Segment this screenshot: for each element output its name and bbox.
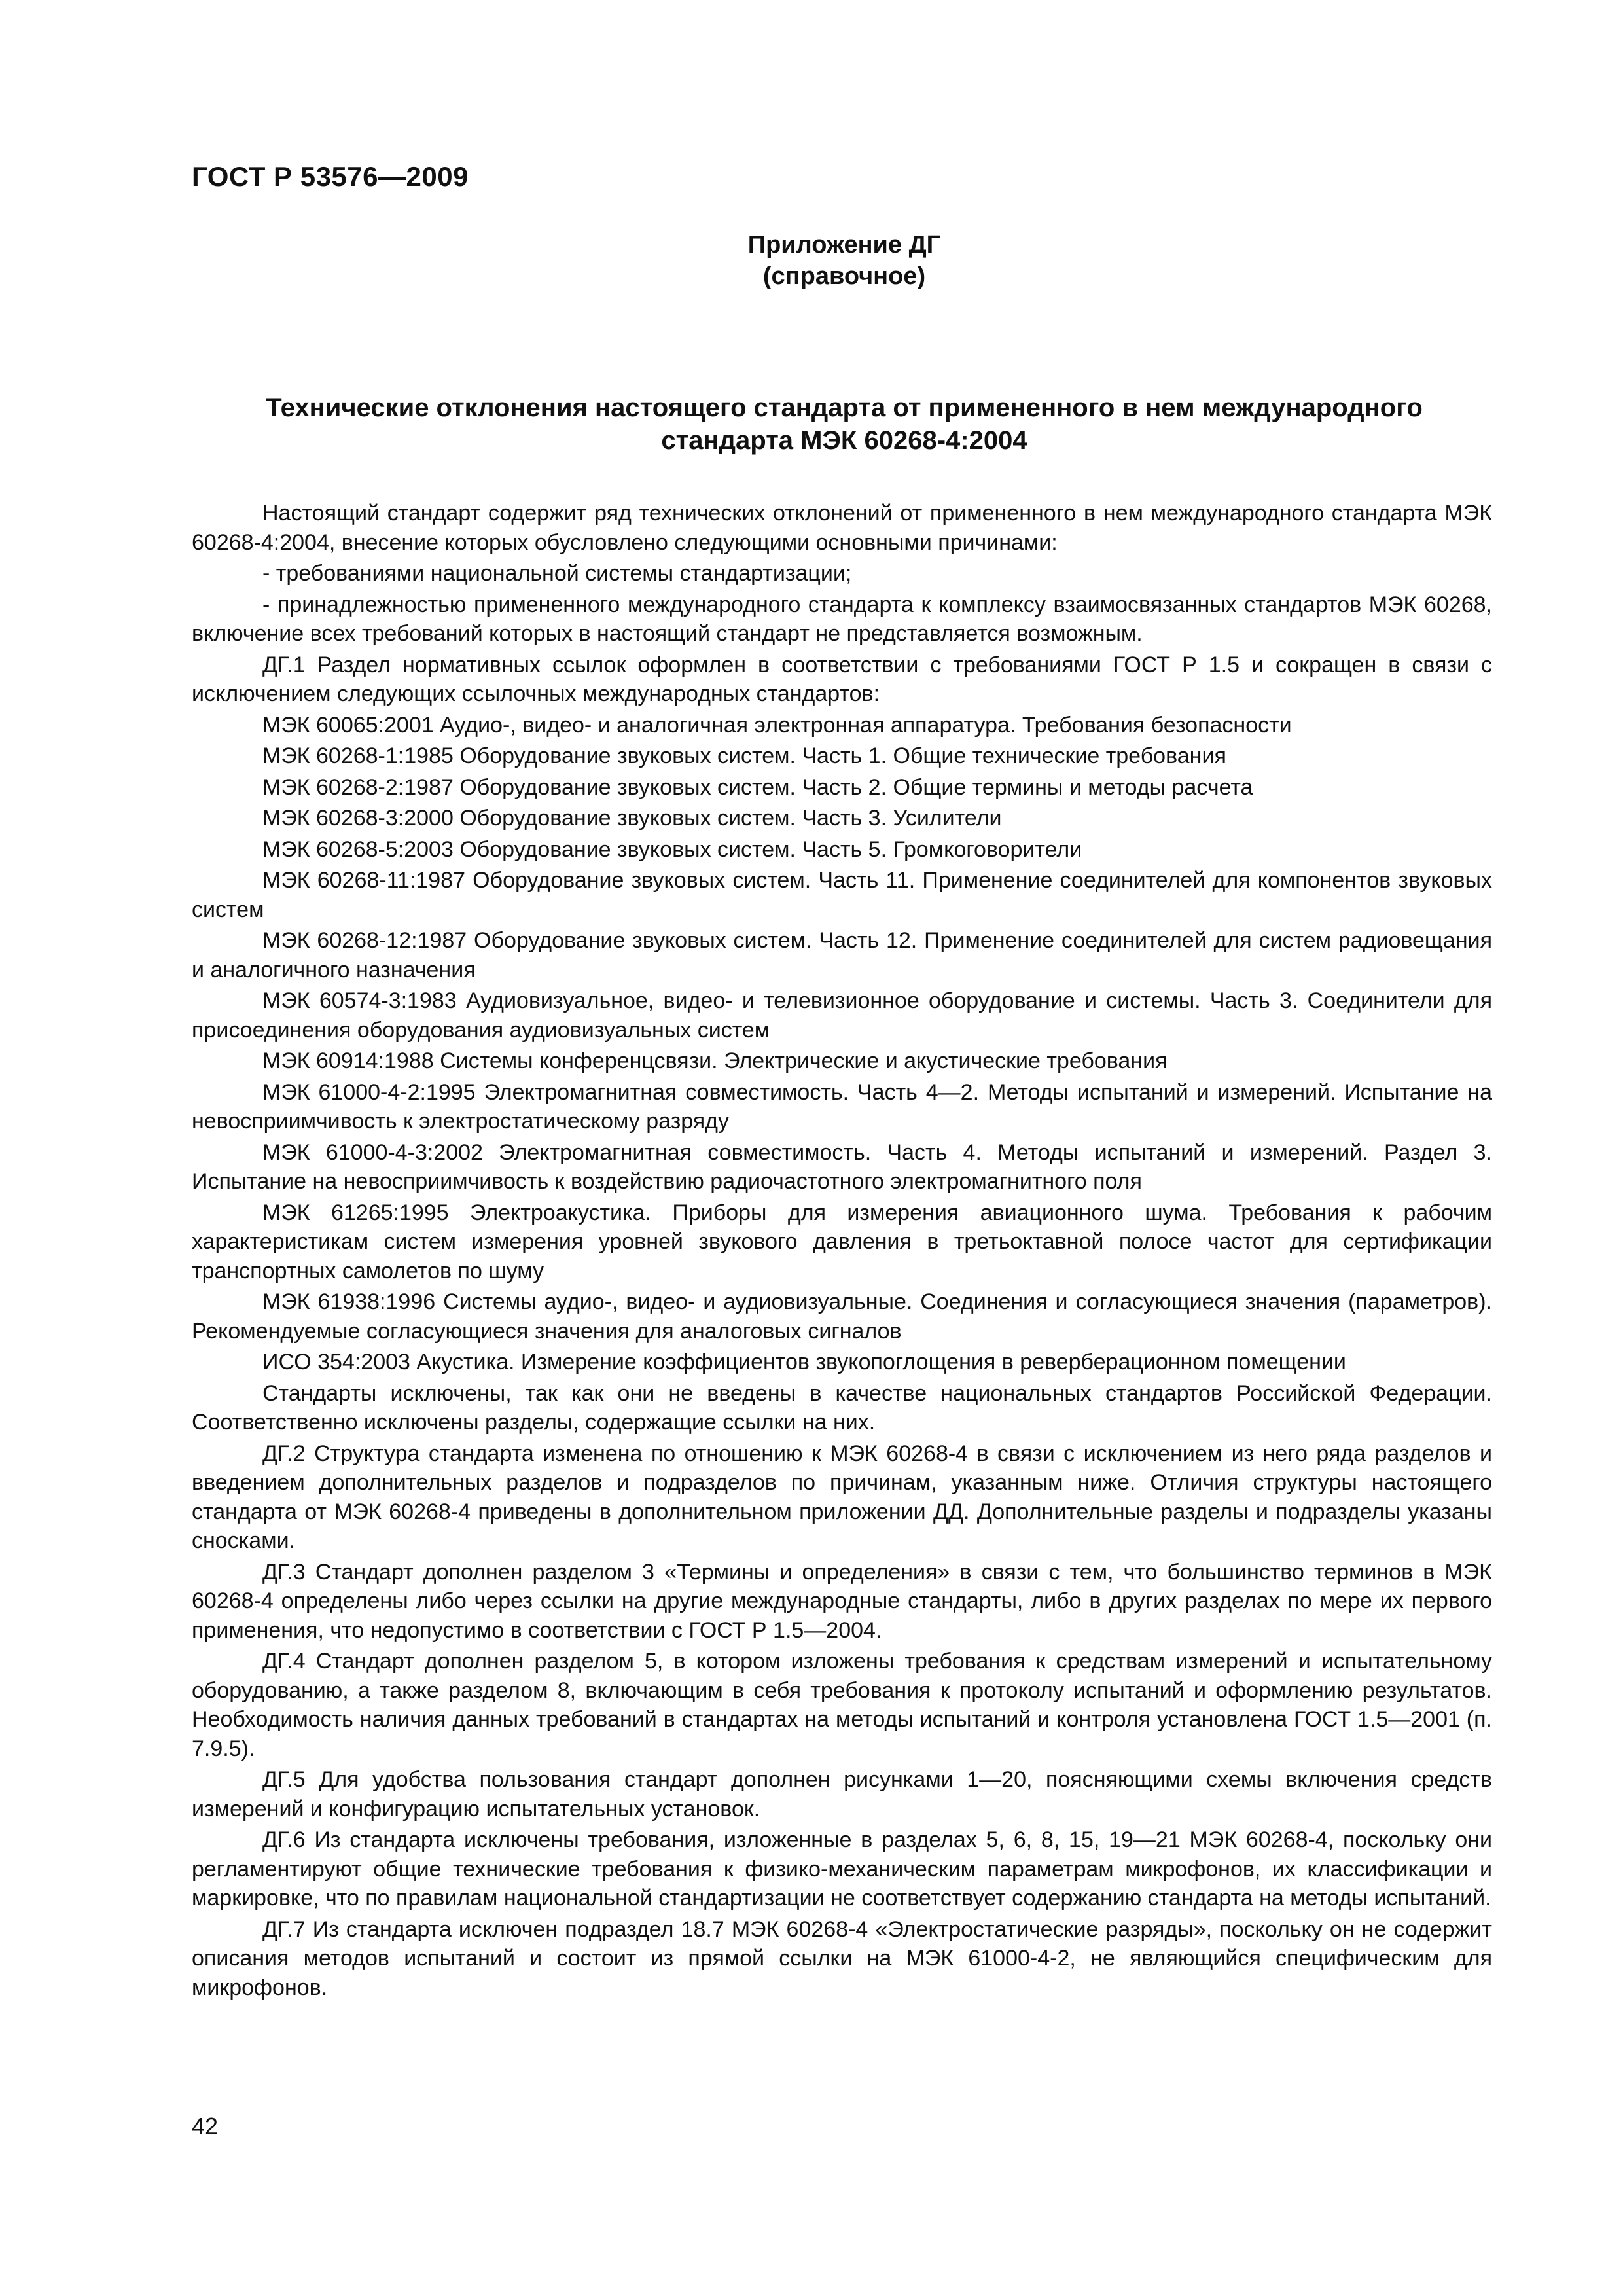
page-number: 42 [192,2113,219,2140]
paragraph: МЭК 61000-4-3:2002 Электромагнитная совместимость. Часть 4. Методы испытаний и измерений. Раздел 3. Испытание на невосприимчивость к воздействию радиочастотного электромагнитного поля [192,1139,1492,1194]
paragraph: ДГ.1 Раздел нормативных ссылок оформлен в соответствии с требованиями ГОСТ Р 1.5 и сокращен в связи с исключением следующих ссылочных международных стандартов: [192,652,1492,706]
paragraph: МЭК 60268-2:1987 Оборудование звуковых систем. Часть 2. Общие термины и методы расчета [262,774,1253,800]
paragraph: - требованиями национальной системы стандартизации; [262,561,852,586]
paragraph: ДГ.7 Из стандарта исключен подраздел 18.7 МЭК 60268-4 «Электростатические разряды», поскольку он не содержит описания методов испытаний и состоит из прямой ссылки на МЭК 61000-4-2, не являющийся специфическим для микрофонов. [192,1916,1492,2000]
paragraph: МЭК 61265:1995 Электроакустика. Приборы для измерения авиационного шума. Требования к рабочим характеристикам систем измерения уровней звукового давления в третьоктавной полосе частот для сертификации транспортных самолетов по шуму [192,1200,1492,1283]
paragraph: ДГ.4 Стандарт дополнен разделом 5, в котором изложены требования к средствам измерений и испытательному оборудованию, а также разделом 8, включающим в себя требования к протоколу испытаний и оформлению результатов. Необходимость наличия данных требований в стандартах на методы испытаний и контроля установлена ГОСТ 1.5—2001 (п. 7.9.5). [192,1649,1492,1761]
paragraph: МЭК 60268-3:2000 Оборудование звуковых систем. Часть 3. Усилители [262,806,1002,831]
body-text [192,499,1492,2004]
paragraph: ДГ.6 Из стандарта исключены требования, изложенные в разделах 5, 6, 8, 15, 19—21 МЭК 60268-4, поскольку они регламентируют общие технические требования к физико-механическим параметрам микрофонов, их классификации и маркировке, что по правилам национальной стандартизации не соответствует содержанию стандарта на методы испытаний. [192,1827,1492,1910]
paragraph: МЭК 60268-1:1985 Оборудование звуковых систем. Часть 1. Общие технические требования [262,744,1226,768]
paragraph: - принадлежностью примененного международного стандарта к комплексу взаимосвязанных стандартов МЭК 60268, включение всех требований которых в настоящий стандарт не представляется возможным. [192,592,1492,646]
appendix-kind: (справочное) [762,262,926,290]
paragraph: МЭК 61938:1996 Системы аудио-, видео- и аудиовизуальные. Соединения и согласующиеся значения (параметров). Рекомендуемые согласующиеся значения для аналоговых сигналов [192,1289,1492,1344]
paragraph: МЭК 60268-12:1987 Оборудование звуковых систем. Часть 12. Применение соединителей для систем радиовещания и аналогичного назначения [192,928,1492,982]
appendix-heading [0,229,1623,292]
paragraph: МЭК 60914:1988 Системы конференцсвязи. Электрические и акустические требования [262,1049,1168,1073]
paragraph: МЭК 61000-4-2:1995 Электромагнитная совместимость. Часть 4—2. Методы испытаний и измерений. Испытание на невосприимчивость к электростатическому разряду [192,1079,1492,1134]
paragraph: МЭК 60574-3:1983 Аудиовизуальное, видео- и телевизионное оборудование и системы. Часть 3. Соединители для присоединения оборудования аудиовизуальных систем [192,988,1492,1043]
paragraph: ДГ.2 Структура стандарта изменена по отношению к МЭК 60268-4 в связи с исключением из него ряда разделов и введением дополнительных разделов и подразделов по причинам, указанным ниже. Отличия структуры настоящего стандарта от МЭК 60268-4 приведены в дополнительном приложении ДД. Дополнительные разделы и подразделы указаны сносками. [192,1441,1492,1553]
paragraph: МЭК 60268-11:1987 Оборудование звуковых систем. Часть 11. Применение соединителей для компонентов звуковых систем [192,868,1492,922]
paragraph: ДГ.3 Стандарт дополнен разделом 3 «Термины и определения» в связи с тем, что большинство терминов в МЭК 60268-4 определены либо через ссылки на другие международные стандарты, либо в других разделах по мере их первого применения, что недопустимо в соответствии с ГОСТ Р 1.5—2004. [192,1559,1492,1643]
paragraph: Настоящий стандарт содержит ряд технических отклонений от примененного в нем международного стандарта МЭК 60268-4:2004, внесение которых обусловлено следующими основными причинами: [192,501,1492,555]
paragraph: ИСО 354:2003 Акустика. Измерение коэффициентов звукопоглощения в реверберационном помещении [262,1350,1346,1374]
paragraph: ДГ.5 Для удобства пользования стандарт дополнен рисунками 1—20, поясняющими схемы включения средств измерений и конфигурацию испытательных установок. [192,1767,1492,1821]
paragraph: МЭК 60065:2001 Аудио-, видео- и аналогичная электронная аппаратура. Требования безопасности [262,712,1292,738]
section-title: Технические отклонения настоящего стандарта от примененного в нем международного стандарта МЭК 60268-4:2004 [266,393,1423,455]
paragraph: МЭК 60268-5:2003 Оборудование звуковых систем. Часть 5. Громкоговорители [262,836,1082,862]
paragraph: Стандарты исключены, так как они не введены в качестве национальных стандартов Российской Федерации. Соответственно исключены разделы, содержащие ссылки на них. [192,1380,1492,1435]
appendix-label: Приложение ДГ [747,231,941,259]
document-header: ГОСТ Р 53576—2009 [192,161,469,192]
